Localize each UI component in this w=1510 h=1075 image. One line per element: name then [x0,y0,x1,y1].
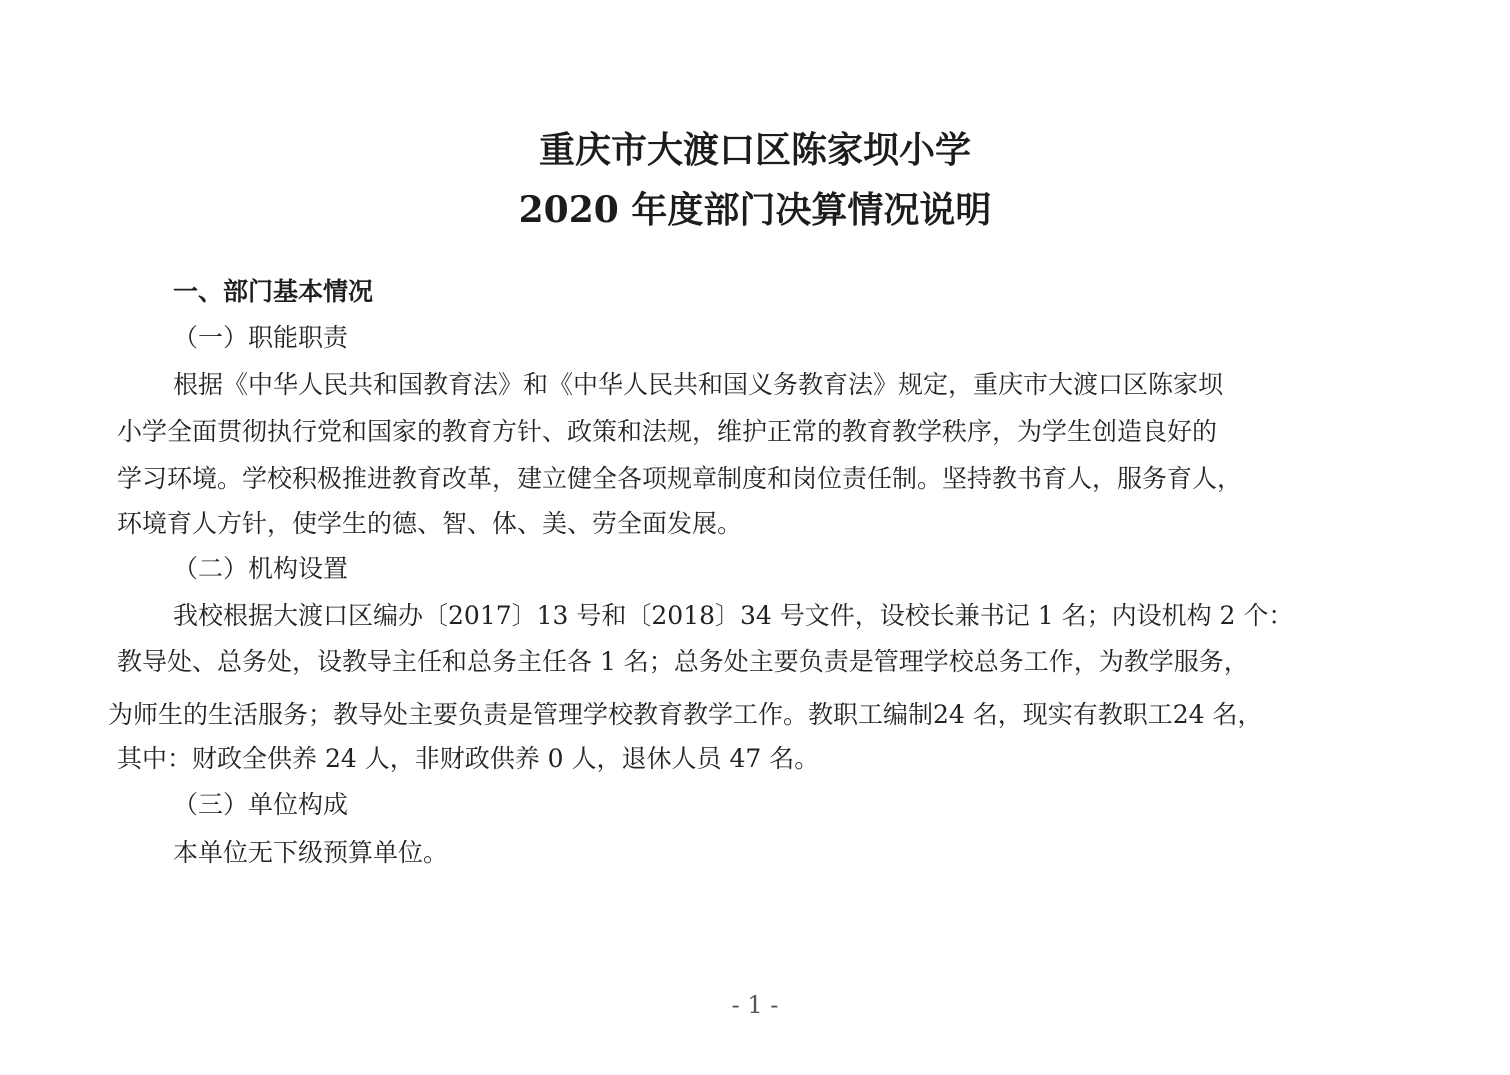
paragraph-line: 本单位无下级预算单位。 [173,838,449,867]
subsection-heading-organization: （二）机构设置 [173,554,349,583]
paragraph-line: 教导处、总务处，设教导主任和总务主任各 1 名；总务处主要负责是管理学校总务工作，为教学服务， [117,647,1249,676]
paragraph-line: 学习环境。学校积极推进教育改革，建立健全各项规章制度和岗位责任制。坚持教书育人，服务育人， [117,464,1243,493]
section-heading-basic-info: 一、部门基本情况 [173,277,374,306]
paragraph-line: 环境育人方针，使学生的德、智、体、美、劳全面发展。 [117,509,743,538]
document-title-line-2: 2020 年度部门决算情况说明 [518,189,992,231]
page-number: - 1 - [731,991,779,1019]
paragraph-line: 为师生的生活服务；教导处主要负责是管理学校教育教学工作。教职工编制24 名，现实有教职工24 名， [108,700,1263,729]
document-title-line-1: 重庆市大渡口区陈家坝小学 [538,129,971,171]
paragraph-line: 小学全面贯彻执行党和国家的教育方针、政策和法规，维护正常的教育教学秩序，为学生创造良好的 [117,417,1218,446]
paragraph-line: 其中：财政全供养 24 人，非财政供养 0 人，退休人员 47 名。 [117,744,820,773]
subsection-heading-duties: （一）职能职责 [173,323,349,352]
subsection-heading-composition: （三）单位构成 [173,790,349,819]
paragraph-line: 根据《中华人民共和国教育法》和《中华人民共和国义务教育法》规定，重庆市大渡口区陈家坝 [173,370,1224,399]
paragraph-line: 我校根据大渡口区编办〔2017〕13 号和〔2018〕34 号文件，设校长兼书记 1 名；内设机构 2 个： [173,601,1294,630]
